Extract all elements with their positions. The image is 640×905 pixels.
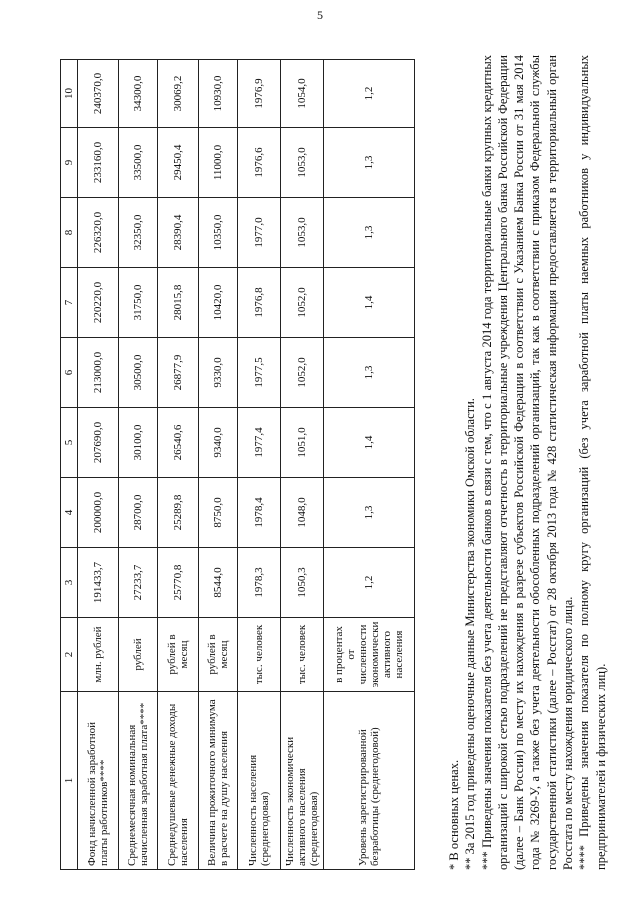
- table-row: [119, 60, 158, 870]
- indicator-name: Среднедушевые денежные доходы населения: [158, 692, 199, 870]
- value-cell: 1,2: [324, 60, 415, 128]
- value-cell: 10350,0: [199, 198, 238, 268]
- value-cell: 1976,8: [238, 268, 281, 338]
- value-cell: 1,3: [324, 478, 415, 548]
- footnote: **** Приведены значения показателя по полному кругу организаций (без учета заработной платы наемных работников у индивидуальных предпринимателей и физических лиц).: [577, 55, 608, 870]
- column-number: 5: [61, 408, 78, 478]
- value-cell: 9330,0: [199, 338, 238, 408]
- value-cell: 1054,0: [281, 60, 324, 128]
- value-cell: 220220,0: [78, 268, 119, 338]
- value-cell: 28015,8: [158, 268, 199, 338]
- value-cell: 1978,3: [238, 548, 281, 618]
- value-cell: 1,3: [324, 198, 415, 268]
- value-cell: 1052,0: [281, 268, 324, 338]
- value-cell: 200000,0: [78, 478, 119, 548]
- indicator-name: Численность населения (среднегодовая): [238, 692, 281, 870]
- value-cell: 1053,0: [281, 198, 324, 268]
- value-cell: 1050,3: [281, 548, 324, 618]
- value-cell: 1,4: [324, 268, 415, 338]
- statistics-table: [60, 59, 415, 870]
- value-cell: 29450,4: [158, 128, 199, 198]
- value-cell: 30100,0: [119, 408, 158, 478]
- unit-cell: тыс. человек: [281, 618, 324, 692]
- indicator-name: Величина прожиточного минимума в расчете на душу населения: [199, 692, 238, 870]
- unit-cell: тыс. человек: [238, 618, 281, 692]
- value-cell: 240370,0: [78, 60, 119, 128]
- value-cell: 233160,0: [78, 128, 119, 198]
- unit-cell: рублей в месяц: [199, 618, 238, 692]
- unit-cell: рублей в месяц: [158, 618, 199, 692]
- table-row: [238, 60, 281, 870]
- value-cell: 10930,0: [199, 60, 238, 128]
- value-cell: 34300,0: [119, 60, 158, 128]
- value-cell: 1051,0: [281, 408, 324, 478]
- value-cell: 226320,0: [78, 198, 119, 268]
- unit-cell: рублей: [119, 618, 158, 692]
- value-cell: 1977,5: [238, 338, 281, 408]
- value-cell: 1,4: [324, 408, 415, 478]
- footnotes: [446, 55, 609, 870]
- value-cell: 8544,0: [199, 548, 238, 618]
- column-number: 4: [61, 478, 78, 548]
- value-cell: 191433,7: [78, 548, 119, 618]
- value-cell: 11000,0: [199, 128, 238, 198]
- table-row: [78, 60, 119, 870]
- rotated-content: [60, 40, 620, 880]
- table-row: [324, 60, 415, 870]
- table-header-row: [61, 60, 78, 870]
- column-number: 6: [61, 338, 78, 408]
- column-number: 7: [61, 268, 78, 338]
- column-number: 3: [61, 548, 78, 618]
- value-cell: 1052,0: [281, 338, 324, 408]
- column-number: 9: [61, 128, 78, 198]
- value-cell: 1,2: [324, 548, 415, 618]
- unit-cell: млн. рублей: [78, 618, 119, 692]
- value-cell: 1976,6: [238, 128, 281, 198]
- value-cell: 1978,4: [238, 478, 281, 548]
- value-cell: 1977,0: [238, 198, 281, 268]
- value-cell: 1,3: [324, 338, 415, 408]
- value-cell: 33500,0: [119, 128, 158, 198]
- unit-cell: в процентах от численности экономически активного населения: [324, 618, 415, 692]
- value-cell: 31750,0: [119, 268, 158, 338]
- column-number: 2: [61, 618, 78, 692]
- column-number: 10: [61, 60, 78, 128]
- value-cell: 28390,4: [158, 198, 199, 268]
- value-cell: 28700,0: [119, 478, 158, 548]
- value-cell: 1976,9: [238, 60, 281, 128]
- value-cell: 8750,0: [199, 478, 238, 548]
- value-cell: 32350,0: [119, 198, 158, 268]
- indicator-name: Фонд начисленной заработной платы работников****: [78, 692, 119, 870]
- column-number: 1: [61, 692, 78, 870]
- value-cell: 1048,0: [281, 478, 324, 548]
- value-cell: 1,3: [324, 128, 415, 198]
- value-cell: 10420,0: [199, 268, 238, 338]
- footnote: ** За 2015 год приведены оценочные данные Министерства экономики Омской области.: [463, 398, 478, 870]
- footnote: *** Приведены значения показателя без учета деятельности банков в связи с тем, что с 1 августа 2014 года территориальные банки крупных кредитных организаций с широкой сетью подразделений не представляют отчетность в территориальные учреждения Центрального банка Российской Федерации (далее – Банк России) по месту их нахождения в разрезе субъектов Российской Федерации в соответствии с Указанием Банка России от 31 мая 2014 года № 3269-У, а также без учета деятельности обособленных подразделений организаций, так как в соответствии с приказом Федеральной службы государственной статистики (далее – Росстат) от 28 октября 2013 года № 428 статистическая информация предоставляется в территориальный орган Росстата по месту нахождения юридического лица.: [479, 55, 576, 870]
- column-number: 8: [61, 198, 78, 268]
- indicator-name: Численность экономически активного населения (среднегодовая): [281, 692, 324, 870]
- value-cell: 30500,0: [119, 338, 158, 408]
- value-cell: 27233,7: [119, 548, 158, 618]
- table-row: [158, 60, 199, 870]
- value-cell: 1977,4: [238, 408, 281, 478]
- value-cell: 30069,2: [158, 60, 199, 128]
- footnote: * В основных ценах.: [447, 759, 461, 870]
- value-cell: 9340,0: [199, 408, 238, 478]
- value-cell: 207690,0: [78, 408, 119, 478]
- value-cell: 25770,8: [158, 548, 199, 618]
- indicator-name: Среднемесячная номинальная начисленная заработная плата****: [119, 692, 158, 870]
- value-cell: 26540,6: [158, 408, 199, 478]
- indicator-name: Уровень зарегистрированной безработицы (среднегодовой): [324, 692, 415, 870]
- table-row: [199, 60, 238, 870]
- table-row: [281, 60, 324, 870]
- value-cell: 25289,8: [158, 478, 199, 548]
- value-cell: 213000,0: [78, 338, 119, 408]
- value-cell: 1053,0: [281, 128, 324, 198]
- value-cell: 26877,9: [158, 338, 199, 408]
- page-number: 5: [317, 8, 323, 22]
